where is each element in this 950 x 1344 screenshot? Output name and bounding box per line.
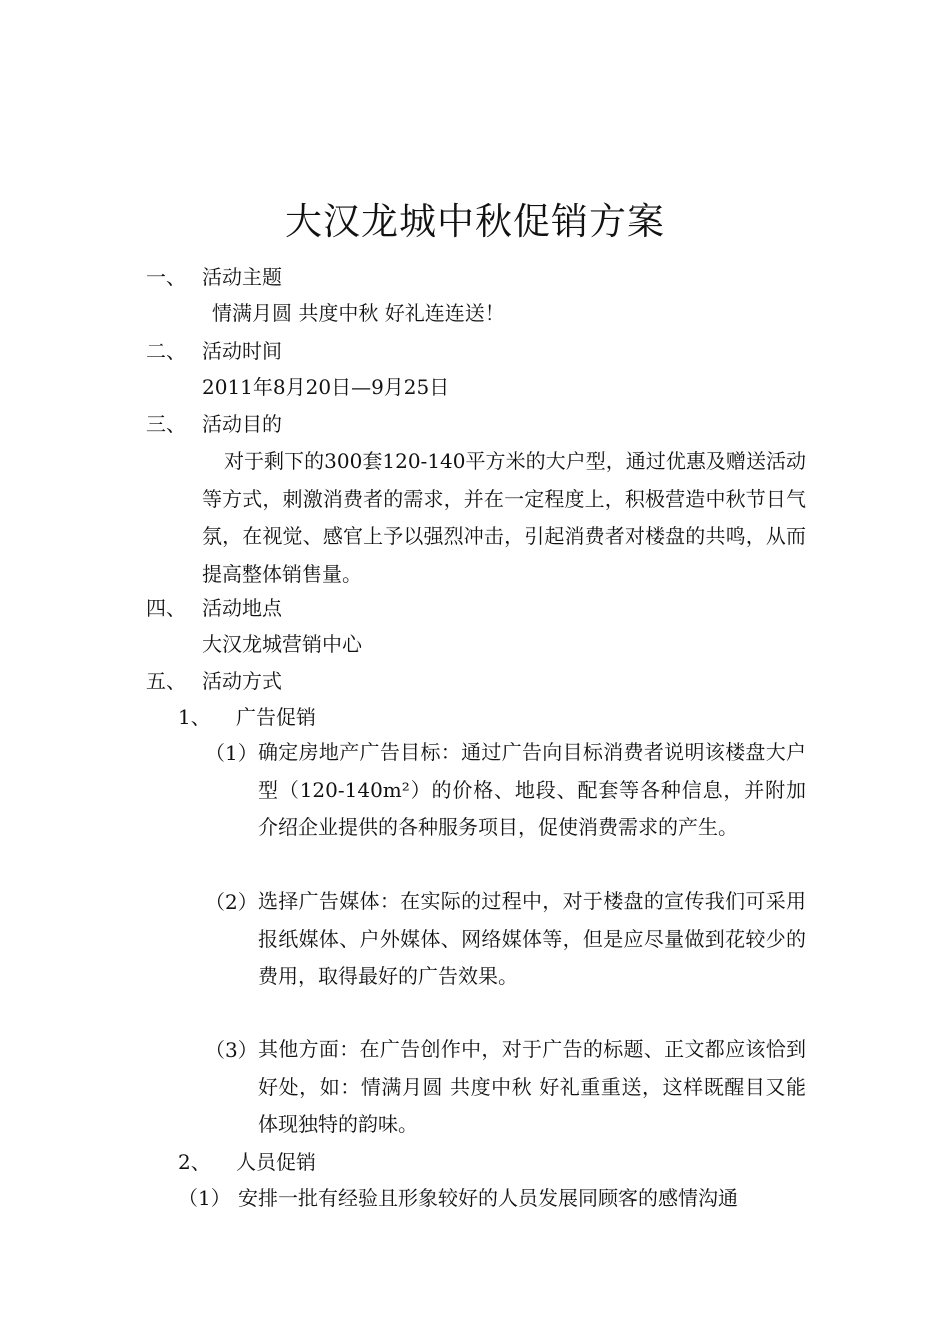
section-4-number: 四、 [146, 596, 186, 620]
section-2-body: 2011年8月20日—9月25日 [202, 375, 450, 399]
section-5-heading: 活动方式 [202, 669, 282, 693]
section-1-heading: 活动主题 [202, 265, 282, 289]
subsection-2-heading: 人员促销 [236, 1150, 316, 1174]
sub1-item-2-number: （2） [205, 890, 258, 914]
section-3-heading: 活动目的 [202, 412, 282, 436]
section-3-number: 三、 [146, 412, 186, 436]
section-3-body: 对于剩下的300套120-140平方米的大户型，通过优惠及赠送活动等方式，刺激消费者的需求，并在一定程度上，积极营造中秋节日气氛，在视觉、感官上予以强烈冲击，引起消费者对楼盘的共鸣，从而提高整体销售量。 [202, 449, 806, 586]
section-1-body: 情满月圆 共度中秋 好礼连连送！ [212, 301, 505, 325]
subsection-1-number: 1、 [178, 705, 211, 729]
subsection-1-heading: 广告促销 [236, 705, 316, 729]
section-5-number: 五、 [146, 669, 186, 693]
sub1-item-1-text: 确定房地产广告目标：通过广告向目标消费者说明该楼盘大户型（120-140m²）的价格、地段、配套等各种信息，并附加介绍企业提供的各种服务项目，促使消费需求的产生。 [258, 740, 806, 839]
subsection-2-number: 2、 [178, 1150, 211, 1174]
section-2-number: 二、 [146, 339, 186, 363]
section-1-number: 一、 [146, 265, 186, 289]
sub1-item-3-text: 其他方面：在广告创作中，对于广告的标题、正文都应该恰到好处，如：情满月圆 共度中秋 好礼重重送，这样既醒目又能体现独特的韵味。 [258, 1037, 806, 1136]
sub1-item-1-number: （1） [205, 741, 258, 765]
sub2-item-1-text: 安排一批有经验且形象较好的人员发展同顾客的感情沟通 [238, 1186, 738, 1210]
section-4-heading: 活动地点 [202, 596, 282, 620]
sub1-item-2-text: 选择广告媒体：在实际的过程中，对于楼盘的宣传我们可采用报纸媒体、户外媒体、网络媒体等，但是应尽量做到花较少的费用，取得最好的广告效果。 [258, 889, 806, 988]
section-4-body: 大汉龙城营销中心 [202, 632, 362, 656]
section-2-heading: 活动时间 [202, 339, 282, 363]
document-title: 大汉龙城中秋促销方案 [285, 200, 665, 243]
sub1-item-3-number: （3） [205, 1038, 258, 1062]
sub2-item-1-number: （1） [178, 1186, 231, 1210]
